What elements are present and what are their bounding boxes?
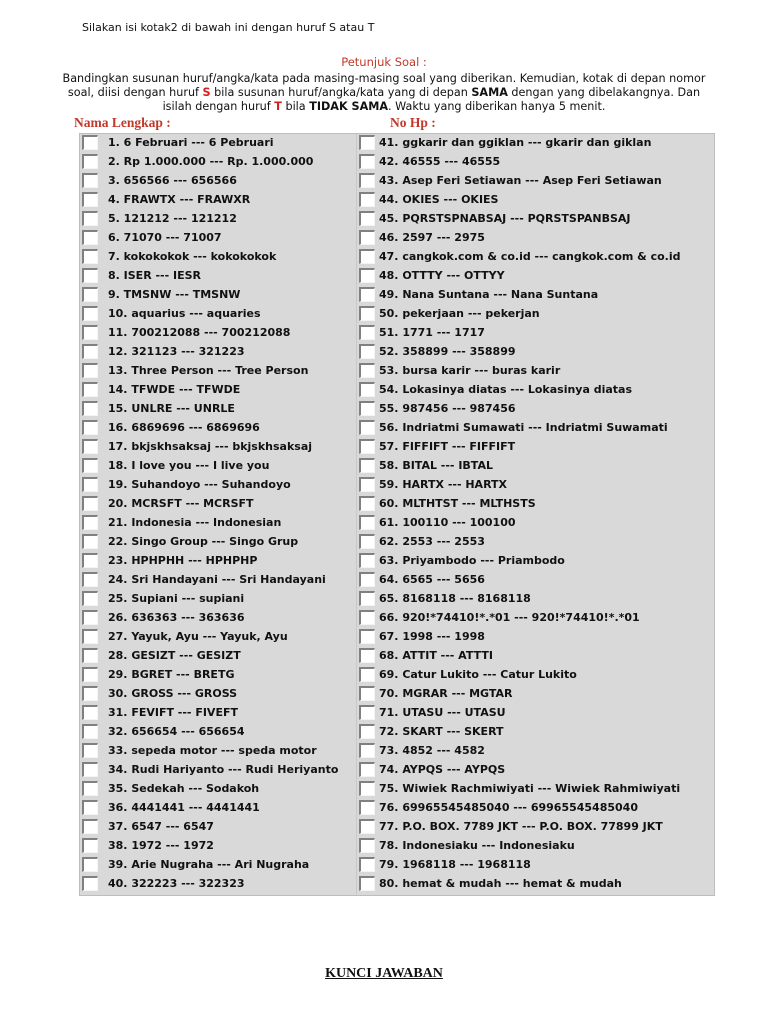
question-text: 23. HPHPHH --- HPHPHP — [108, 554, 258, 567]
question-text: 7. kokokokok --- kokokokok — [108, 250, 277, 263]
question-text: 67. 1998 --- 1998 — [379, 630, 485, 643]
answer-checkbox[interactable] — [359, 401, 375, 416]
answer-checkbox[interactable] — [359, 249, 375, 264]
answer-key-heading: KUNCI JAWABAN — [325, 966, 443, 981]
answer-checkbox[interactable] — [82, 439, 98, 454]
question-text: 49. Nana Suntana --- Nana Suntana — [379, 288, 599, 301]
question-row — [357, 343, 714, 362]
question-row — [357, 685, 714, 704]
question-row — [80, 343, 356, 362]
question-text: 19. Suhandoyo --- Suhandoyo — [108, 478, 291, 491]
question-text: 4. FRAWTX --- FRAWXR — [108, 193, 251, 206]
question-text: 2. Rp 1.000.000 --- Rp. 1.000.000 — [108, 155, 314, 168]
question-row — [357, 552, 714, 571]
question-row — [80, 457, 356, 476]
answer-checkbox[interactable] — [82, 553, 98, 568]
question-text: 14. TFWDE --- TFWDE — [108, 383, 241, 396]
question-text: 53. bursa karir --- buras karir — [379, 364, 561, 377]
answer-checkbox[interactable] — [82, 287, 98, 302]
question-text: 59. HARTX --- HARTX — [379, 478, 508, 491]
question-row — [357, 153, 714, 172]
question-text: 51. 1771 --- 1717 — [379, 326, 485, 339]
answer-checkbox[interactable] — [82, 857, 98, 872]
answer-checkbox[interactable] — [82, 211, 98, 226]
question-row — [80, 362, 356, 381]
question-row — [80, 305, 356, 324]
question-row — [357, 400, 714, 419]
answer-checkbox[interactable] — [82, 420, 98, 435]
instructions-block — [60, 55, 708, 114]
question-text: 34. Rudi Hariyanto --- Rudi Heriyanto — [108, 763, 339, 776]
answer-checkbox[interactable] — [359, 230, 375, 245]
answer-checkbox[interactable] — [82, 534, 98, 549]
answer-checkbox[interactable] — [82, 743, 98, 758]
answer-checkbox[interactable] — [82, 705, 98, 720]
answer-checkbox[interactable] — [359, 572, 375, 587]
answer-checkbox[interactable] — [82, 686, 98, 701]
question-row — [357, 362, 714, 381]
question-row — [357, 856, 714, 875]
question-row — [80, 609, 356, 628]
question-text: 62. 2553 --- 2553 — [379, 535, 485, 548]
question-text: 71. UTASU --- UTASU — [379, 706, 506, 719]
question-text: 72. SKART --- SKERT — [379, 725, 504, 738]
answer-checkbox[interactable] — [82, 838, 98, 853]
answer-checkbox[interactable] — [82, 610, 98, 625]
question-text: 29. BGRET --- BRETG — [108, 668, 235, 681]
answer-checkbox[interactable] — [359, 610, 375, 625]
question-text: 10. aquarius --- aquaries — [108, 307, 261, 320]
question-text: 22. Singo Group --- Singo Grup — [108, 535, 299, 548]
instructions-text — [60, 72, 708, 114]
answer-checkbox[interactable] — [359, 667, 375, 682]
question-text: 48. OTTTY --- OTTYY — [379, 269, 505, 282]
question-text: 39. Arie Nugraha --- Ari Nugraha — [108, 858, 310, 871]
question-text: 80. hemat & mudah --- hemat & mudah — [379, 877, 622, 890]
question-text: 12. 321123 --- 321223 — [108, 345, 245, 358]
answer-checkbox[interactable] — [359, 154, 375, 169]
answer-checkbox[interactable] — [359, 306, 375, 321]
question-row — [357, 172, 714, 191]
question-text: 79. 1968118 --- 1968118 — [379, 858, 531, 871]
question-row — [357, 875, 714, 894]
answer-checkbox[interactable] — [82, 629, 98, 644]
question-row — [80, 666, 356, 685]
question-text: 43. Asep Feri Setiawan --- Asep Feri Setiawan — [379, 174, 662, 187]
question-row — [357, 514, 714, 533]
question-text: 18. I love you --- I live you — [108, 459, 270, 472]
answer-checkbox[interactable] — [359, 629, 375, 644]
question-text: 75. Wiwiek Rachmiwiyati --- Wiwiek Rahmiwiyati — [379, 782, 681, 795]
answer-checkbox[interactable] — [359, 838, 375, 853]
answer-checkbox[interactable] — [82, 667, 98, 682]
answer-checkbox[interactable] — [82, 401, 98, 416]
instructions-part: bila — [281, 100, 310, 113]
answer-checkbox[interactable] — [82, 648, 98, 663]
question-row — [80, 400, 356, 419]
question-text: 3. 656566 --- 656566 — [108, 174, 237, 187]
question-row — [80, 799, 356, 818]
question-text: 16. 6869696 --- 6869696 — [108, 421, 260, 434]
question-row — [80, 875, 356, 894]
question-text: 20. MCRSFT --- MCRSFT — [108, 497, 254, 510]
question-text: 56. Indriatmi Sumawati --- Indriatmi Suwamati — [379, 421, 668, 434]
question-row — [357, 628, 714, 647]
question-text: 1. 6 Februari --- 6 Pebruari — [108, 136, 274, 149]
question-row — [80, 647, 356, 666]
question-row — [357, 248, 714, 267]
answer-checkbox[interactable] — [359, 496, 375, 511]
question-row — [80, 191, 356, 210]
question-row — [357, 381, 714, 400]
question-row — [357, 761, 714, 780]
answer-checkbox[interactable] — [359, 173, 375, 188]
answer-checkbox[interactable] — [82, 173, 98, 188]
question-row — [80, 628, 356, 647]
answer-checkbox[interactable] — [359, 287, 375, 302]
answer-checkbox[interactable] — [359, 743, 375, 758]
question-row — [80, 533, 356, 552]
answer-checkbox[interactable] — [359, 781, 375, 796]
question-text: 27. Yayuk, Ayu --- Yayuk, Ayu — [108, 630, 288, 643]
question-row — [80, 134, 356, 153]
question-row — [80, 590, 356, 609]
question-row — [357, 799, 714, 818]
question-text: 21. Indonesia --- Indonesian — [108, 516, 282, 529]
answer-checkbox[interactable] — [82, 819, 98, 834]
question-text: 11. 700212088 --- 700212088 — [108, 326, 291, 339]
not-same-word: TIDAK SAMA — [309, 100, 389, 113]
question-text: 60. MLTHTST --- MLTHSTS — [379, 497, 536, 510]
question-text: 32. 656654 --- 656654 — [108, 725, 245, 738]
top-instruction: Silakan isi kotak2 di bawah ini dengan huruf S atau T — [82, 21, 375, 34]
instructions-part: . Waktu yang diberikan hanya 5 menit. — [388, 100, 606, 113]
question-text: 36. 4441441 --- 4441441 — [108, 801, 260, 814]
question-text: 17. bkjskhsaksaj --- bkjskhsaksaj — [108, 440, 313, 453]
question-text: 68. ATTIT --- ATTTI — [379, 649, 493, 662]
question-table — [79, 133, 715, 896]
question-row — [357, 704, 714, 723]
question-text: 31. FEVIFT --- FIVEFT — [108, 706, 238, 719]
instructions-part: Bandingkan susunan huruf/angka/kata pada masing-masing soal yang diberikan. Kemudian, kotak di depan nomor soal, diisi dengan huruf — [62, 72, 706, 99]
question-text: 6. 71070 --- 71007 — [108, 231, 222, 244]
question-text: 33. sepeda motor --- speda motor — [108, 744, 317, 757]
question-text: 28. GESIZT --- GESIZT — [108, 649, 241, 662]
answer-checkbox[interactable] — [82, 477, 98, 492]
question-text: 76. 69965545485040 --- 69965545485040 — [379, 801, 638, 814]
answer-checkbox[interactable] — [82, 572, 98, 587]
instructions-title: Petunjuk Soal : — [341, 55, 427, 69]
question-row — [357, 457, 714, 476]
question-row — [357, 495, 714, 514]
question-text: 58. BITAL --- IBTAL — [379, 459, 493, 472]
answer-checkbox[interactable] — [359, 724, 375, 739]
answer-checkbox[interactable] — [359, 800, 375, 815]
same-word: SAMA — [471, 86, 508, 99]
question-row — [357, 191, 714, 210]
question-row — [80, 172, 356, 191]
question-row — [357, 666, 714, 685]
answer-checkbox[interactable] — [82, 192, 98, 207]
answer-checkbox[interactable] — [359, 135, 375, 150]
answer-checkbox[interactable] — [82, 154, 98, 169]
question-text: 69. Catur Lukito --- Catur Lukito — [379, 668, 577, 681]
answer-checkbox[interactable] — [359, 192, 375, 207]
answer-checkbox[interactable] — [82, 325, 98, 340]
question-text: 15. UNLRE --- UNRLE — [108, 402, 235, 415]
question-text: 66. 920!*74410!*.*01 --- 920!*74410!*.*01 — [379, 611, 640, 624]
answer-checkbox[interactable] — [359, 686, 375, 701]
question-row — [80, 780, 356, 799]
question-row — [357, 590, 714, 609]
question-row — [357, 476, 714, 495]
question-text: 24. Sri Handayani --- Sri Handayani — [108, 573, 326, 586]
answer-checkbox[interactable] — [82, 762, 98, 777]
question-row — [357, 818, 714, 837]
question-text: 57. FIFFIFT --- FIFFIFT — [379, 440, 516, 453]
question-text: 63. Priyambodo --- Priambodo — [379, 554, 565, 567]
answer-checkbox[interactable] — [359, 439, 375, 454]
answer-checkbox[interactable] — [359, 458, 375, 473]
answer-checkbox[interactable] — [359, 648, 375, 663]
question-text: 77. P.O. BOX. 7789 JKT --- P.O. BOX. 77899 JKT — [379, 820, 663, 833]
answer-checkbox[interactable] — [359, 762, 375, 777]
question-row — [80, 419, 356, 438]
answer-checkbox[interactable] — [82, 515, 98, 530]
answer-checkbox[interactable] — [359, 325, 375, 340]
question-text: 78. Indonesiaku --- Indonesiaku — [379, 839, 575, 852]
question-row — [80, 248, 356, 267]
question-row — [357, 609, 714, 628]
question-row — [357, 723, 714, 742]
question-text: 50. pekerjaan --- pekerjan — [379, 307, 540, 320]
question-row — [80, 723, 356, 742]
question-row — [80, 495, 356, 514]
answer-checkbox[interactable] — [359, 268, 375, 283]
question-text: 45. PQRSTSPNABSAJ --- PQRSTSPANBSAJ — [379, 212, 631, 225]
answer-checkbox[interactable] — [359, 705, 375, 720]
question-row — [80, 210, 356, 229]
answer-checkbox[interactable] — [359, 515, 375, 530]
question-row — [80, 324, 356, 343]
question-text: 35. Sedekah --- Sodakoh — [108, 782, 260, 795]
question-row — [80, 761, 356, 780]
question-row — [80, 837, 356, 856]
answer-checkbox[interactable] — [82, 363, 98, 378]
question-row — [80, 286, 356, 305]
answer-checkbox[interactable] — [359, 477, 375, 492]
question-text: 41. ggkarir dan ggiklan --- gkarir dan giklan — [379, 136, 652, 149]
name-label: Nama Lengkap : — [74, 115, 171, 130]
question-row — [80, 267, 356, 286]
question-row — [357, 229, 714, 248]
question-row — [80, 704, 356, 723]
question-text: 65. 8168118 --- 8168118 — [379, 592, 531, 605]
answer-checkbox[interactable] — [82, 344, 98, 359]
question-row — [357, 742, 714, 761]
question-row — [357, 837, 714, 856]
question-text: 54. Lokasinya diatas --- Lokasinya diatas — [379, 383, 633, 396]
question-row — [80, 818, 356, 837]
answer-checkbox[interactable] — [82, 268, 98, 283]
answer-checkbox[interactable] — [82, 496, 98, 511]
question-row — [80, 153, 356, 172]
answer-checkbox[interactable] — [359, 857, 375, 872]
question-row — [357, 267, 714, 286]
question-row — [357, 533, 714, 552]
question-row — [357, 419, 714, 438]
question-text: 44. OKIES --- OKIES — [379, 193, 499, 206]
question-row — [357, 780, 714, 799]
question-row — [357, 286, 714, 305]
question-row — [80, 571, 356, 590]
answer-checkbox[interactable] — [359, 876, 375, 891]
question-row — [80, 856, 356, 875]
instructions-part: dengan yang dibelakangnya. Dan isilah dengan huruf — [162, 86, 701, 113]
question-text: 13. Three Person --- Tree Person — [108, 364, 309, 377]
question-text: 30. GROSS --- GROSS — [108, 687, 238, 700]
question-text: 9. TMSNW --- TMSNW — [108, 288, 241, 301]
answer-checkbox[interactable] — [359, 344, 375, 359]
question-text: 38. 1972 --- 1972 — [108, 839, 214, 852]
answer-checkbox[interactable] — [82, 382, 98, 397]
question-text: 47. cangkok.com & co.id --- cangkok.com & co.id — [379, 250, 681, 263]
letter-t: T — [274, 100, 282, 113]
question-row — [80, 438, 356, 457]
question-text: 40. 322223 --- 322323 — [108, 877, 245, 890]
question-text: 42. 46555 --- 46555 — [379, 155, 501, 168]
answer-checkbox[interactable] — [82, 306, 98, 321]
question-text: 74. AYPQS --- AYPQS — [379, 763, 506, 776]
phone-label: No Hp : — [390, 115, 436, 130]
question-text: 25. Supiani --- supiani — [108, 592, 245, 605]
answer-checkbox[interactable] — [82, 458, 98, 473]
question-text: 64. 6565 --- 5656 — [379, 573, 485, 586]
answer-checkbox[interactable] — [359, 534, 375, 549]
question-text: 52. 358899 --- 358899 — [379, 345, 516, 358]
question-text: 70. MGRAR --- MGTAR — [379, 687, 513, 700]
answer-checkbox[interactable] — [82, 135, 98, 150]
question-text: 37. 6547 --- 6547 — [108, 820, 214, 833]
question-row — [80, 742, 356, 761]
instructions-part: bila susunan huruf/angka/kata yang di depan — [210, 86, 472, 99]
question-row — [80, 229, 356, 248]
question-row — [357, 647, 714, 666]
question-text: 73. 4852 --- 4582 — [379, 744, 485, 757]
question-row — [80, 514, 356, 533]
question-row — [80, 476, 356, 495]
question-text: 46. 2597 --- 2975 — [379, 231, 485, 244]
answer-checkbox[interactable] — [359, 363, 375, 378]
answer-checkbox[interactable] — [82, 800, 98, 815]
question-row — [357, 210, 714, 229]
answer-checkbox[interactable] — [359, 819, 375, 834]
letter-s: S — [202, 86, 211, 99]
answer-checkbox[interactable] — [82, 724, 98, 739]
question-row — [357, 324, 714, 343]
answer-checkbox[interactable] — [359, 420, 375, 435]
answer-checkbox[interactable] — [82, 230, 98, 245]
question-row — [80, 685, 356, 704]
question-row — [357, 438, 714, 457]
question-row — [357, 134, 714, 153]
question-text: 55. 987456 --- 987456 — [379, 402, 516, 415]
question-text: 61. 100110 --- 100100 — [379, 516, 516, 529]
answer-checkbox[interactable] — [82, 781, 98, 796]
answer-checkbox[interactable] — [82, 591, 98, 606]
question-row — [80, 552, 356, 571]
question-row — [357, 305, 714, 324]
question-text: 26. 636363 --- 363636 — [108, 611, 245, 624]
answer-checkbox[interactable] — [359, 553, 375, 568]
question-row — [357, 571, 714, 590]
question-row — [80, 381, 356, 400]
answer-checkbox[interactable] — [359, 382, 375, 397]
question-text: 5. 121212 --- 121212 — [108, 212, 237, 225]
answer-checkbox[interactable] — [359, 591, 375, 606]
question-text: 8. ISER --- IESR — [108, 269, 202, 282]
answer-checkbox[interactable] — [82, 249, 98, 264]
answer-checkbox[interactable] — [82, 876, 98, 891]
answer-checkbox[interactable] — [359, 211, 375, 226]
